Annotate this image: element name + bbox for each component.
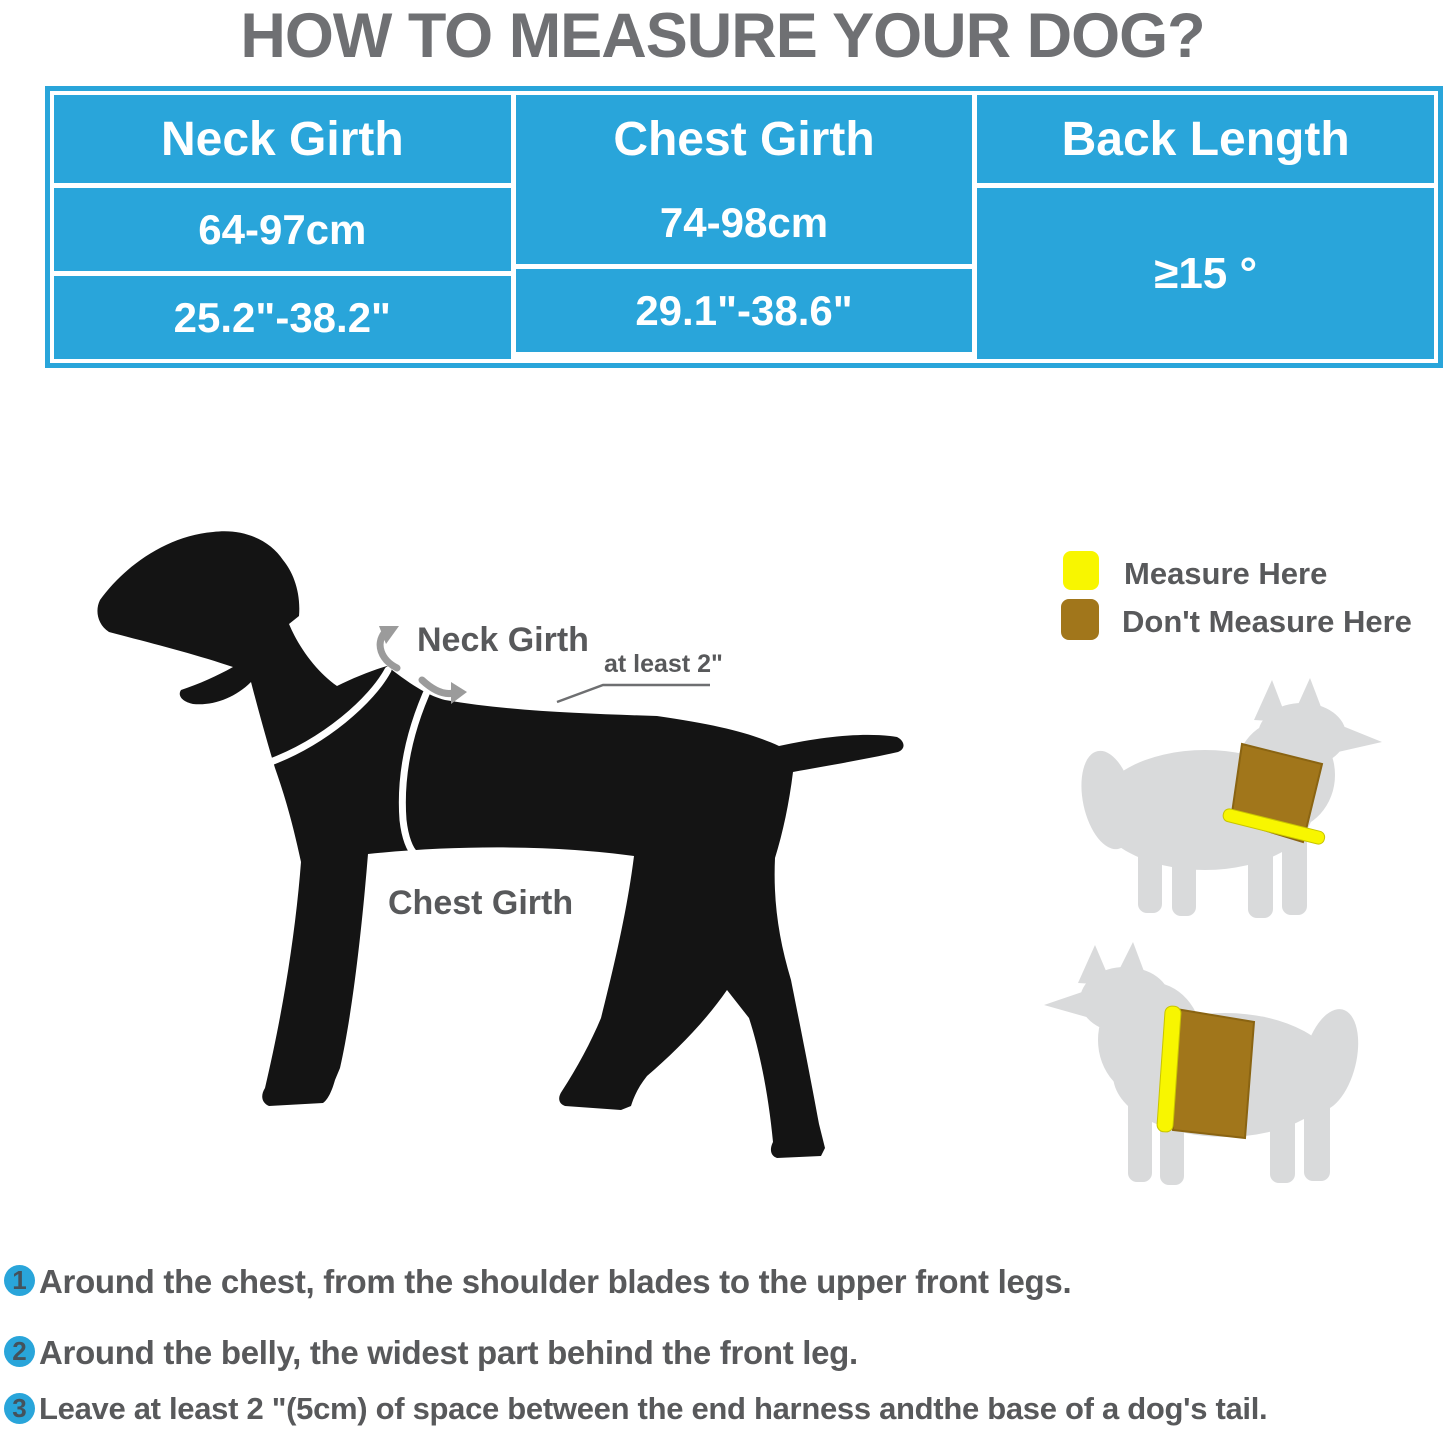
chest-girth-inch-value: 29.1"-38.6" (516, 269, 973, 352)
dont-measure-here-label: Don't Measure Here (1122, 604, 1412, 639)
neck-measure-example-dog (1073, 678, 1382, 918)
table-header-chest-girth: Chest Girth (516, 95, 973, 183)
step-1-badge: 1 (4, 1265, 35, 1296)
dont-measure-belly-band (1170, 1008, 1254, 1138)
neck-girth-cm-value: 64-97cm (54, 188, 511, 271)
neck-girth-inch-value: 25.2"-38.2" (54, 276, 511, 359)
measure-here-label: Measure Here (1124, 556, 1328, 591)
instruction-1-text: Around the chest, from the shoulder blades to the upper front legs. (39, 1263, 1072, 1300)
dog-silhouette-diagram (85, 520, 915, 1170)
size-table (45, 86, 1443, 368)
step-2-badge: 2 (4, 1336, 35, 1367)
clearance-leader-line (557, 685, 710, 702)
table-header-neck-girth: Neck Girth (54, 95, 511, 183)
dont-measure-here-swatch-icon (1061, 599, 1099, 640)
chest-girth-diagram-label: Chest Girth (388, 884, 574, 922)
belly-measure-example-dog (1044, 942, 1368, 1185)
clearance-diagram-label: at least 2" (604, 650, 723, 678)
instruction-row (4, 1391, 1267, 1427)
measure-example-dogs (1030, 670, 1430, 1200)
instruction-2-text: Around the belly, the widest part behind the front leg. (39, 1334, 858, 1371)
page-title: HOW TO MEASURE YOUR DOG? (240, 1, 1205, 71)
table-header-back-length: Back Length (977, 95, 1434, 183)
instruction-3-text: Leave at least 2 "(5cm) of space between the end harness andthe base of a dog's tail. (39, 1391, 1268, 1426)
neck-girth-diagram-label: Neck Girth (417, 621, 589, 659)
step-3-badge: 3 (4, 1393, 35, 1424)
back-length-value: ≥15 ° (977, 188, 1434, 359)
instruction-row (4, 1334, 858, 1372)
chest-girth-cm-value: 74-98cm (516, 181, 973, 264)
instruction-row (4, 1263, 1071, 1301)
measure-here-swatch-icon (1063, 551, 1099, 590)
